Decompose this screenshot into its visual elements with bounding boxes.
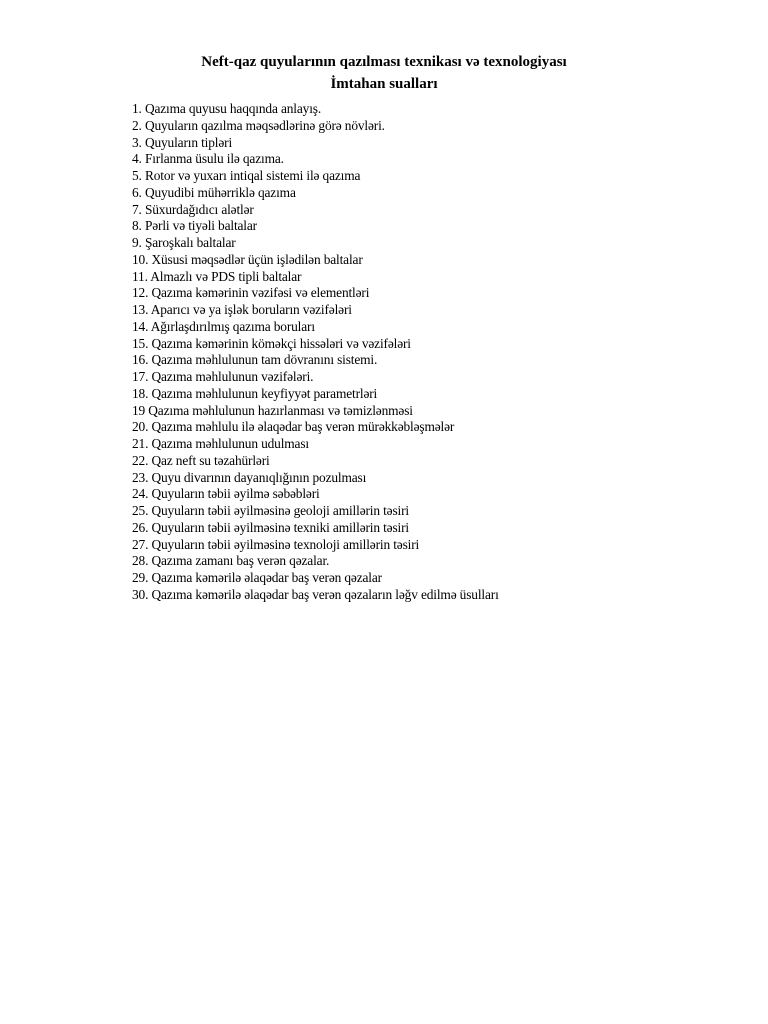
question-item: 27. Quyuların təbii əyilməsinə texnoloji amillərin təsiri [132, 536, 420, 552]
question-item: 9. Şaroşkalı baltalar [132, 235, 236, 250]
question-item: 26. Quyuların təbii əyilməsinə texniki amillərin təsiri [132, 519, 409, 535]
question-item: 11. Almazlı və PDS tipli baltalar [132, 268, 302, 284]
question-item: 3. Quyuların tipləri [132, 134, 233, 150]
question-item: 7. Süxurdağıdıcı alətlər [132, 201, 254, 217]
question-item: 5. Rotor və yuxarı intiqal sistemi ilə qazıma [132, 168, 361, 183]
question-item: 2. Quyuların qazılma məqsədlərinə görə növləri. [132, 117, 385, 133]
question-item: 30. Qazıma kəmərilə əlaqədar baş verən qəzaların ləğv edilmə üsulları [132, 586, 499, 602]
question-item: 4. Fırlanma üsulu ilə qazıma. [132, 151, 284, 167]
question-item: 10. Xüsusi məqsədlər üçün işlədilən baltalar [132, 251, 363, 267]
question-item: 16. Qazıma məhlulunun tam dövranını sistemi. [132, 352, 378, 368]
question-item: 23. Quyu divarının dayanıqlığının pozulması [132, 469, 367, 485]
question-item: 19 Qazıma məhlulunun hazırlanması və təmizlənməsi [132, 402, 413, 418]
question-item: 24. Quyuların təbii əyilmə səbəbləri [132, 486, 320, 502]
question-item: 12. Qazıma kəmərinin vəzifəsi və elementləri [132, 285, 370, 301]
question-item: 14. Ağırlaşdırılmış qazıma boruları [132, 318, 315, 334]
question-item: 28. Qazıma zamanı baş verən qəzalar. [132, 553, 330, 569]
question-item: 8. Pərli və tiyəli baltalar [132, 218, 257, 234]
question-item: 17. Qazıma məhlulunun vəzifələri. [132, 369, 314, 384]
question-item: 20. Qazıma məhlulu ilə əlaqədar baş verən mürəkkəbləşmələr [132, 419, 455, 435]
question-item: 13. Aparıcı və ya işlək boruların vəzifələri [132, 302, 352, 317]
question-item: 29. Qazıma kəmərilə əlaqədar baş verən qəzalar [132, 570, 382, 585]
question-item: 22. Qaz neft su təzahürləri [132, 452, 270, 468]
question-list [132, 101, 692, 604]
question-item: 18. Qazıma məhlulunun keyfiyyət parametrləri [132, 385, 378, 401]
question-item: 15. Qazıma kəmərinin köməkçi hissələri və vəzifələri [132, 335, 411, 351]
question-item: 1. Qazıma quyusu haqqında anlayış. [132, 101, 322, 116]
question-item: 21. Qazıma məhlulunun udulması [132, 436, 309, 451]
question-item: 6. Quyudibi mühərriklə qazıma [132, 184, 296, 200]
document-title: Neft-qaz quyularının qazılması texnikası və texnologiyası [201, 54, 567, 70]
document-subtitle: İmtahan sualları [330, 76, 438, 92]
question-item: 25. Quyuların təbii əyilməsinə geoloji amillərin təsiri [132, 503, 409, 518]
